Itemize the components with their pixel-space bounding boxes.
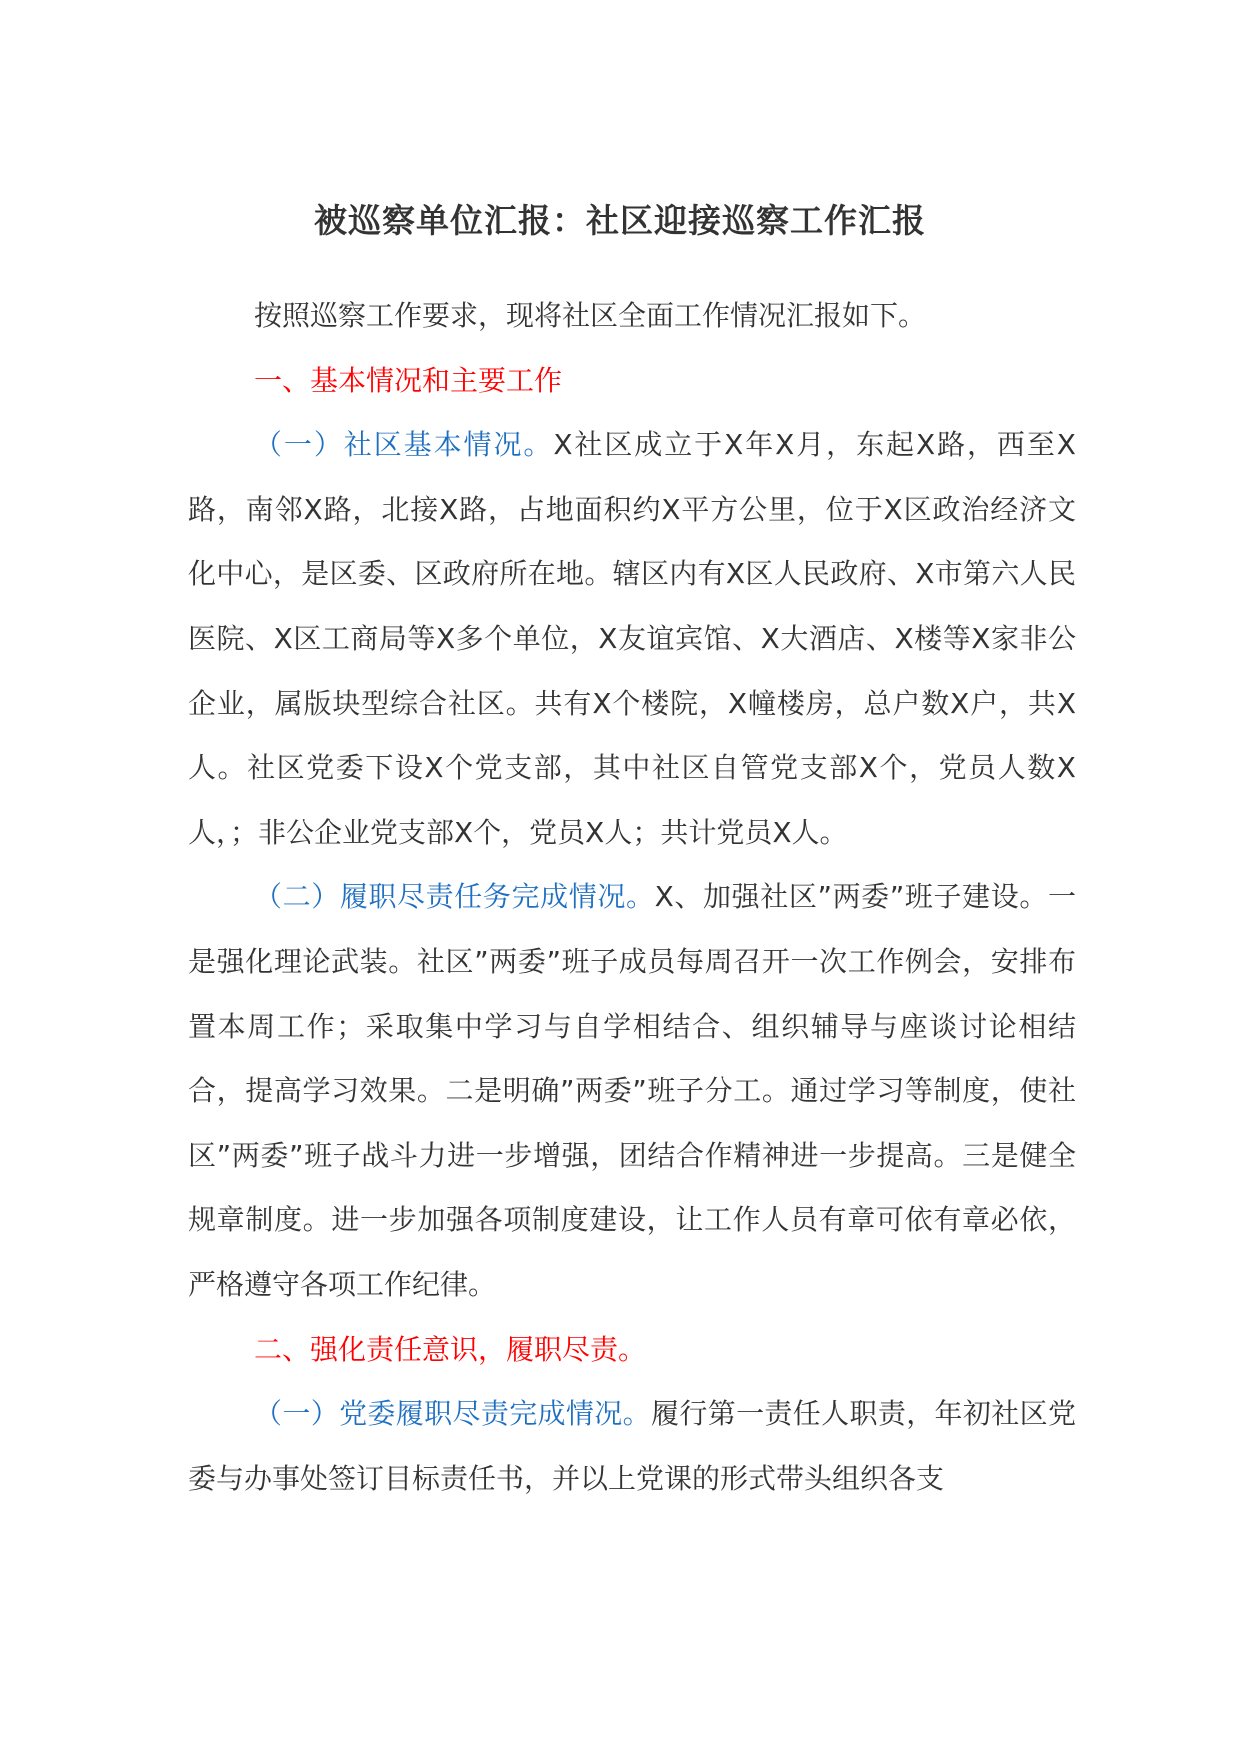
subsection-label: （二）履职尽责任务完成情况。 <box>254 880 655 914</box>
paragraph-text: X社区成立于X年X月，东起X路，西至X路，南邻X路，北接X路，占地面积约X平方公里，位于X区政治经济文化中心，是区委、区政府所在地。辖区内有X区人民政府、X市第六人民医院、X区工商局等X多个单位，X友谊宾馆、X大酒店、X楼等X家非公企业，属版块型综合社区。共有X个楼院，X幢楼房，总户数X户，共X人。社区党委下设X个党支部，其中社区自管党支部X个，党员人数X人，；非公企业党支部X个，党员X人；共计党员X人。 <box>188 428 1076 849</box>
subsection-label: （一）党委履职尽责完成情况。 <box>254 1397 651 1431</box>
subsection-label: （一）社区基本情况。 <box>254 428 554 462</box>
paragraph-text: 履行第一责任人职责，年初社区党委与办事处签订目标责任书，并以上党课的形式带头组织各支 <box>188 1397 1076 1495</box>
paragraph <box>188 865 1076 1317</box>
section-heading: 二、强化责任意识，履职尽责。 <box>254 1332 647 1366</box>
document-body <box>188 284 1076 1511</box>
section-heading: 一、基本情况和主要工作 <box>254 363 563 397</box>
document-title: 被巡察单位汇报：社区迎接巡察工作汇报 <box>314 201 926 240</box>
paragraph-text: X、加强社区”两委”班子建设。一是强化理论武装。社区”两委”班子成员每周召开一次工作例会，安排布置本周工作；采取集中学习与自学相结合、组织辅导与座谈讨论相结合，提高学习效果。二是明确”两委”班子分工。通过学习等制度，使社区”两委”班子战斗力进一步增强，团结合作精神进一步提高。三是健全规章制度。进一步加强各项制度建设，让工作人员有章可依有章必依，严格遵守各项工作纪律。 <box>188 880 1076 1301</box>
intro-paragraph: 按照巡察工作要求，现将社区全面工作情况汇报如下。 <box>254 299 927 332</box>
paragraph <box>188 1382 1076 1511</box>
paragraph <box>188 413 1076 865</box>
